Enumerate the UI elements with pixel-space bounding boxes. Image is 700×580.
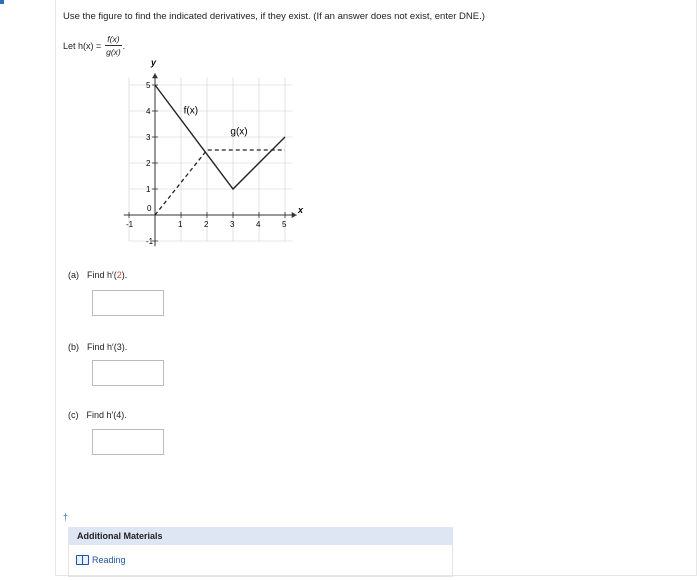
additional-materials-header: Additional Materials: [68, 527, 453, 545]
y-tick-label: 1: [146, 185, 151, 194]
additional-materials-panel: [68, 545, 453, 577]
y-tick-label: -1: [146, 237, 154, 246]
graph-curves: [155, 85, 285, 215]
reading-link-label: Reading: [92, 555, 126, 565]
part-a-end: ).: [121, 270, 128, 280]
part-c-prompt: Find h′(: [86, 410, 117, 420]
definition-prefix: Let h(x) =: [63, 40, 102, 51]
book-icon: [76, 555, 89, 565]
top-accent: [0, 0, 4, 4]
reading-link[interactable]: [76, 555, 126, 565]
x-tick-label: 2: [204, 220, 209, 229]
fraction-numerator: f(x): [107, 34, 120, 44]
y-tick-label: 4: [146, 107, 151, 116]
part-b: [68, 342, 127, 352]
g-curve-label: g(x): [230, 126, 248, 138]
part-c-arg: 4: [116, 410, 122, 420]
f-curve-label: f(x): [183, 105, 199, 117]
part-b-prompt: Find h′(: [87, 342, 117, 352]
answer-input-a[interactable]: [92, 290, 164, 316]
instructions-text: Use the figure to find the indicated derivatives, if they exist. (If an answer does not exist, enter DNE.): [63, 11, 485, 22]
x-tick-label: 3: [230, 220, 235, 229]
graph-ticks: [126, 81, 287, 246]
x-arrow: [292, 212, 297, 218]
y-tick-label: 2: [146, 159, 151, 168]
y-tick-label: 3: [146, 133, 151, 142]
answer-input-b[interactable]: [92, 360, 164, 386]
origin-label: 0: [147, 204, 152, 213]
part-c: [68, 410, 127, 420]
y-arrow: [152, 73, 158, 78]
part-a-arg: 2: [116, 270, 122, 280]
part-b-letter: (b): [68, 342, 79, 352]
y-tick-label: 5: [146, 81, 151, 90]
g-curve: [155, 150, 285, 215]
definition-suffix: .: [122, 40, 126, 51]
answer-input-c[interactable]: [92, 429, 164, 455]
function-graph: [115, 57, 305, 255]
x-axis-label: x: [298, 205, 304, 215]
function-definition: [63, 34, 125, 57]
part-a-prompt: Find h′(: [87, 270, 117, 280]
part-c-letter: (c): [68, 410, 79, 420]
part-a-letter: (a): [68, 270, 79, 280]
part-c-end: ).: [121, 410, 127, 420]
x-tick-label: 4: [256, 220, 261, 229]
part-b-end: ).: [121, 342, 128, 352]
part-a: [68, 270, 127, 280]
x-tick-label: 1: [178, 220, 183, 229]
part-b-arg: 3: [116, 342, 122, 352]
dagger-mark: †: [63, 512, 69, 522]
fraction-denominator: g(x): [106, 47, 121, 57]
y-axis-label: y: [151, 57, 157, 68]
fraction: [105, 34, 121, 57]
x-tick-label: -1: [126, 220, 134, 229]
x-tick-label: 5: [282, 220, 287, 229]
